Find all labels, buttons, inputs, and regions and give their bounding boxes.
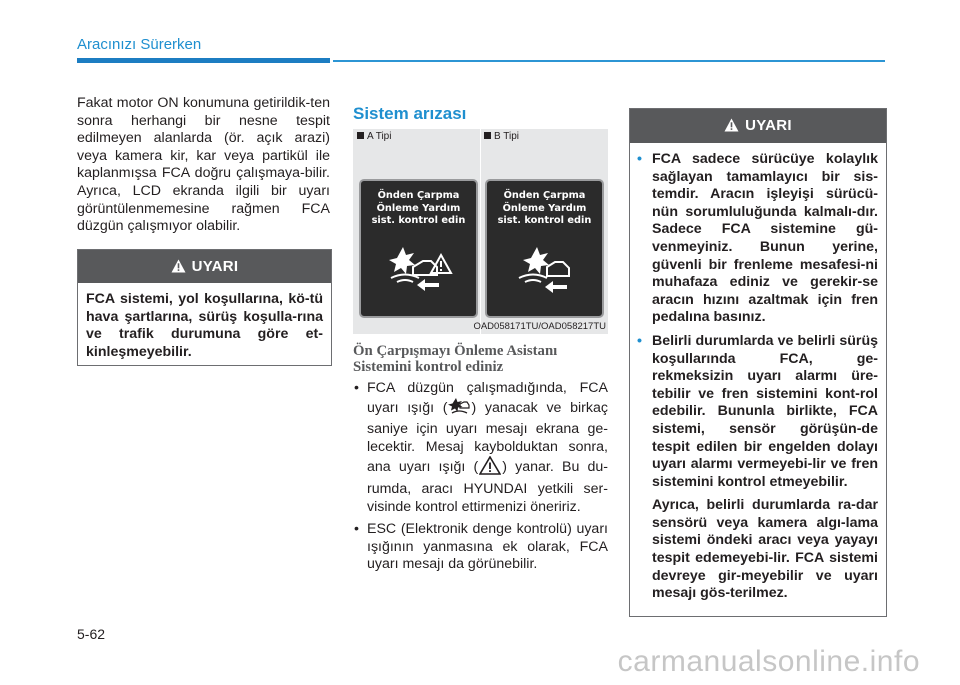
fca-warning-light-icon <box>448 398 470 422</box>
screen-b-message: Önden Çarpma Önleme Yardım sist. kontrol edin <box>497 190 592 226</box>
tip-a-label: A Tipi <box>357 131 391 142</box>
middle-column <box>353 104 608 124</box>
list-item: • FCA düzgün çalışmadığında, FCA uyarı ışığı ( ) yanacak ve birkaç saniye için uyarı mesajı ekrana ge-lecektir. Mesaj kaybolduktan sonra, ana uyarı ışığı ( ) yanar. Bu du-rumda, aracı HYUNDAI yetkili ser-visinde kontrol ettirmenizi öneririz. <box>353 380 608 516</box>
left-warning-header <box>78 250 331 283</box>
master-warning-icon <box>479 456 501 481</box>
fca-fault-icon <box>383 245 455 310</box>
subsection-title: Ön Çarpışmayı Önleme Asistanı Sistemini kontrol ediniz <box>353 343 558 375</box>
left-warning-title: UYARI <box>191 258 239 275</box>
screen-type-a <box>359 179 478 318</box>
system-fault-title: Sistem arızası <box>353 104 467 123</box>
list-item: • FCA sadece sürücüye kolaylık sağlayan tamamlayıcı bir sis-temdir. Aracın işleyişi sürücü-nün sorumluluğunda kalmalı-dır. Sadece FCA sistemine gü-venmeyiniz. Bunun yerine, güvenli bir frenleme mesafesi-ni muhafaza ediniz ve gerekir-se aracın hızını azaltmak için fren pedalına basınız. <box>637 151 878 326</box>
header-rule-dark <box>77 58 330 63</box>
page-number: 5-62 <box>77 626 106 642</box>
left-warning-box <box>77 249 332 366</box>
fault-bullet-list <box>353 380 608 579</box>
screen-a-message: Önden Çarpma Önleme Yardım sist. kontrol edin <box>371 190 466 226</box>
list-item: • ESC (Elektronik denge kontrolü) uyarı ışığının yanmasına ek olarak, FCA uyarı mesajı da görünebilir. <box>353 521 608 574</box>
list-item: • Belirli durumlarda ve belirli sürüş koşullarında FCA, ge-rekmeksizin uyarı alarmı üre-tebilir ve fren sistemini kont-rol edebilir. Bununla birlikte, FCA sistemi, sensör görüşün-de tespit edilen bir engelden dolayı uyarı alarmı vermeyebi-lir ve fren sistemini kontrol etmeyebilir. Ayrıca, belirli durumlarda ra-dar sensörü veya kamera algı-lama sistemi öndeki aracı veya yayayı tespit edemeyebi-lir. FCA sistemi devreye gir-meyebilir ve uyarı mesajı gös-terilmez. <box>637 332 878 602</box>
screen-type-b <box>485 179 604 318</box>
right-warning-box <box>629 108 887 617</box>
section-title: Aracınızı Sürerken <box>77 36 202 53</box>
right-warning-list <box>630 143 886 603</box>
left-warning-text: FCA sistemi, yol koşullarına, kö-tü hava şartlarına, sürüş koşulla-rına ve trafik durumuna göre et-kinleşmeyebilir. <box>86 291 323 361</box>
figure-divider <box>480 129 481 334</box>
tip-b-label: B Tipi <box>484 131 519 142</box>
warning-triangle-icon <box>171 252 186 285</box>
left-column <box>77 95 330 236</box>
warning-triangle-icon <box>724 111 739 145</box>
figure-code: OAD058171TU/OAD058217TU <box>473 321 606 332</box>
figure-panel <box>353 129 608 334</box>
right-warning-title: UYARI <box>745 117 792 134</box>
intro-paragraph: Fakat motor ON konumuna getirildik-ten sonra herhangi bir nesne tespit edilmeyen alanlarda (ör. açık arazi) veya kamera kir, kar veya partikül ile kaplanmışsa FCA doğru çalışmaya-bilir. Ayrıca, LCD ekranda ilgili bir uyarı görüntülenmemesine rağmen FCA düzgün çalışmıyor olabilir. <box>77 95 330 235</box>
fca-fault-icon <box>509 245 581 310</box>
watermark: carmanualsonline.info <box>617 645 920 678</box>
right-warning-header <box>630 109 886 143</box>
header-rule-light <box>333 60 885 62</box>
